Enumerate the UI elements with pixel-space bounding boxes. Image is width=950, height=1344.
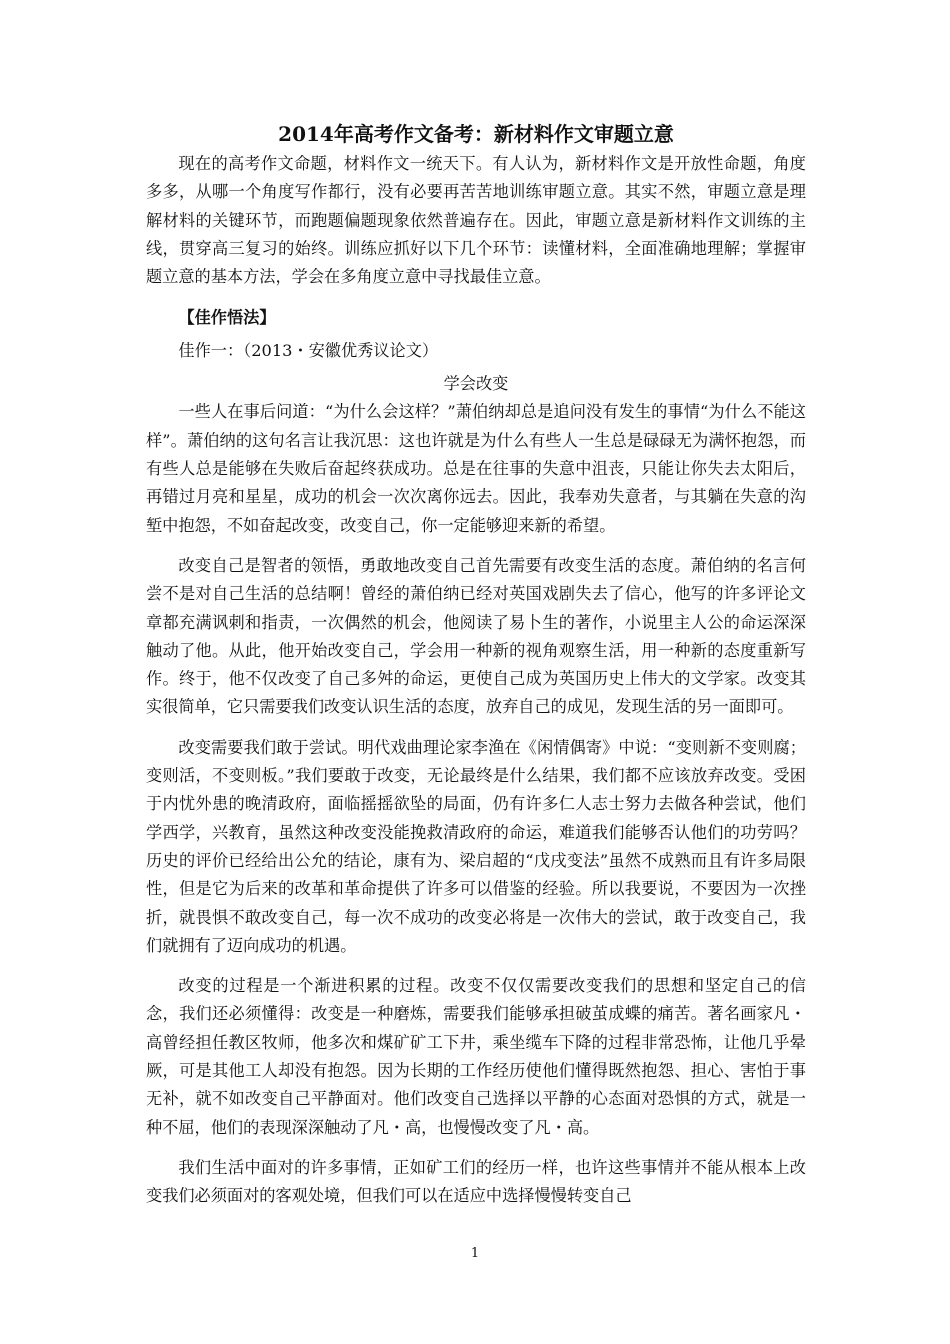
essay-paragraph-4: 改变的过程是一个渐进积累的过程。改变不仅仅需要改变我们的思想和坚定自己的信念，我们还必须懂得：改变是一种磨炼，需要我们能够承担破茧成蝶的痛苦。著名画家凡・高曾经担任教区牧师，他多次和煤矿矿工下井，乘坐缆车下降的过程非常恐怖，让他几乎晕厥，可是其他工人却没有抱怨。因为长期的工作经历使他们懂得既然抱怨、担心、害怕于事无补，就不如改变自己平静面对。他们改变自己选择以平静的心态面对恐惧的方式，就是一种不屈，他们的表现深深触动了凡・高，也慢慢改变了凡・高。 [146,976,806,1137]
example-source: 佳作一：（2013・安徽优秀议论文） [178,341,439,361]
essay-paragraph-2: 改变自己是智者的领悟，勇敢地改变自己首先需要有改变生活的态度。萧伯纳的名言何尝不是对自己生活的总结啊！曾经的萧伯纳已经对英国戏剧失去了信心，他写的许多评论文章都充满讽刺和指责，一次偶然的机会，他阅读了易卜生的著作，小说里主人公的命运深深触动了他。从此，他开始改变自己，学会用一种新的视角观察生活，用一种新的态度重新写作。终于，他不仅改变了自己多舛的命运，更使自己成为英国历史上伟大的文学家。改变其实很简单，它只需要我们改变认识生活的态度，放弃自己的成见，发现生活的另一面即可。 [146,555,806,717]
page-number: 1 [470,1246,480,1261]
section-heading: 【佳作悟法】 [178,308,276,328]
document-page [146,118,806,1211]
intro-paragraph: 现在的高考作文命题，材料作文一统天下。有人认为，新材料作文是开放性命题，角度多多，从哪一个角度写作都行，没有必要再苦苦地训练审题立意。其实不然，审题立意是理解材料的关键环节，而跑题偏题现象依然普遍存在。因此，审题立意是新材料作文训练的主线，贯穿高三复习的始终。训练应抓好以下几个环节：读懂材料，全面准确地理解；掌握审题立意的基本方法，学会在多角度立意中寻找最佳立意。 [146,154,806,287]
essay-paragraph-1: 一些人在事后问道：“为什么会这样？”萧伯纳却总是追问没有发生的事情“为什么不能这样”。萧伯纳的这句名言让我沉思：这也许就是为什么有些人一生总是碌碌无为满怀抱怨，而有些人总是能够在失败后奋起终获成功。总是在往事的失意中沮丧，只能让你失去太阳后，再错过月亮和星星，成功的机会一次次离你远去。因此，我奉劝失意者，与其躺在失意的沟堑中抱怨，不如奋起改变，改变自己，你一定能够迎来新的希望。 [146,402,806,535]
document-title: 2014年高考作文备考：新材料作文审题立意 [278,122,674,146]
essay-title: 学会改变 [443,374,509,394]
essay-paragraph-5: 我们生活中面对的许多事情，正如矿工们的经历一样，也许这些事情并不能从根本上改变我们必须面对的客观处境，但我们可以在适应中选择慢慢转变自己 [146,1157,806,1206]
essay-paragraph-3: 改变需要我们敢于尝试。明代戏曲理论家李渔在《闲情偶寄》中说：“变则新不变则腐；变则活，不变则板。”我们要敢于改变，无论最终是什么结果，我们都不应该放弃改变。受困于内忧外患的晚清政府，面临摇摇欲坠的局面，仍有许多仁人志士努力去做各种尝试，他们学西学，兴教育，虽然这种改变没能挽救清政府的命运，难道我们能够否认他们的功劳吗？历史的评价已经给出公允的结论，康有为、梁启超的“戊戌变法”虽然不成熟而且有许多局限性，但是它为后来的改革和革命提供了许多可以借鉴的经验。所以我要说，不要因为一次挫折，就畏惧不敢改变自己，每一次不成功的改变必将是一次伟大的尝试，敢于改变自己，我们就拥有了迈向成功的机遇。 [146,737,806,955]
